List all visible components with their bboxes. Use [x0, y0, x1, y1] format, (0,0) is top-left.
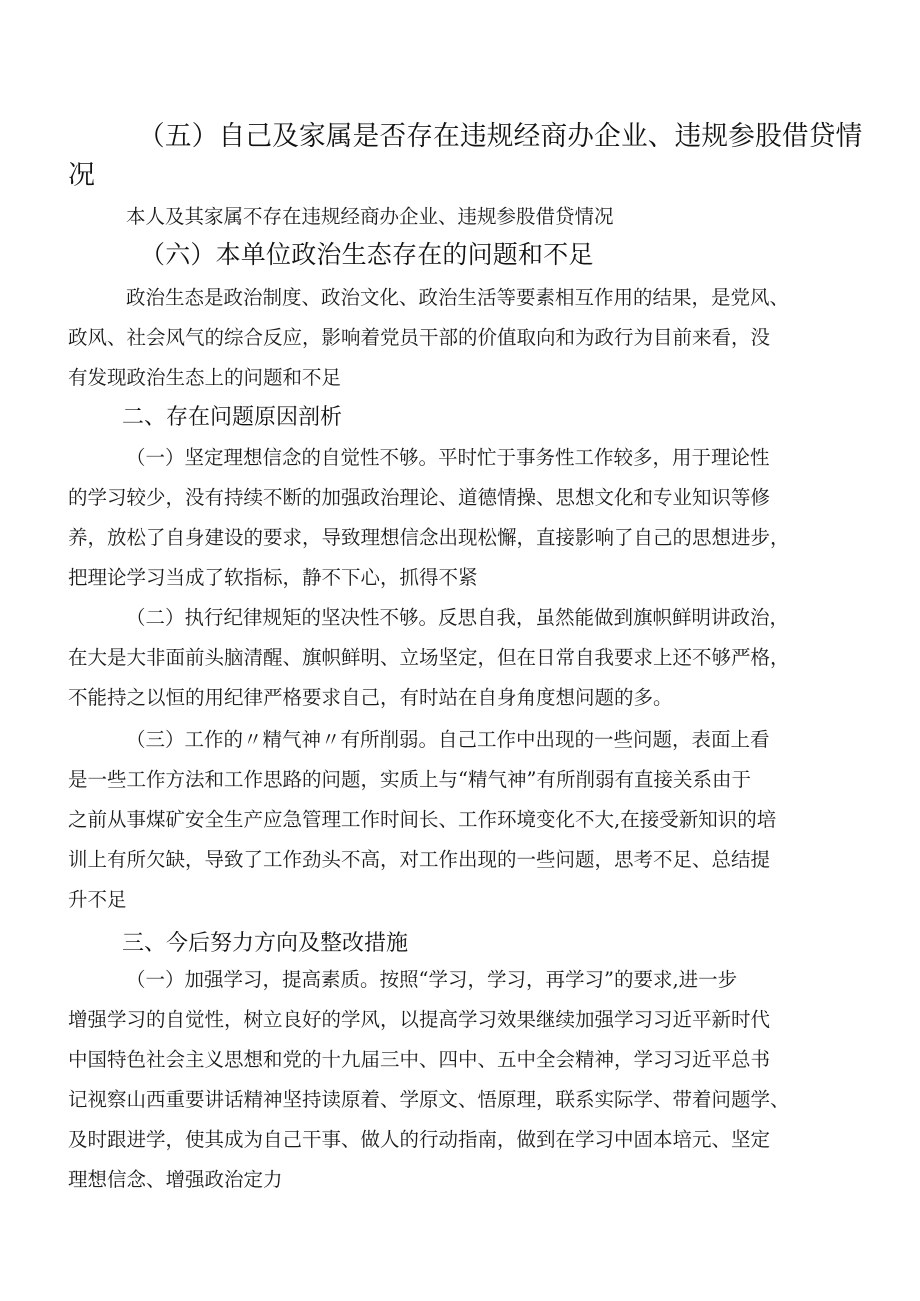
paragraph-line: （一）加强学习，提高素质。按照“学习，学习，再学习”的要求,进一步 — [126, 968, 738, 991]
paragraph-line: 中国特色社会主义思想和党的十九届三中、四中、五中全会精神，学习习近平总书 — [68, 1048, 771, 1071]
paragraph-line: 不能持之以恒的用纪律严格要求自己，有时站在自身角度想问题的多。 — [68, 686, 673, 709]
paragraph-line: 有发现政治生态上的问题和不足 — [68, 366, 342, 389]
heading-line: （六）本单位政治生态存在的问题和不足 — [140, 240, 594, 269]
paragraph-line: 养，放松了自身建设的要求，导致理想信念出现松懈，直接影响了自己的思想进步， — [68, 526, 790, 549]
paragraph-line: 之前从事煤矿安全生产应急管理工作时间长、工作环境变化不大,在接受新知识的培 — [68, 808, 777, 831]
paragraph-line: （三）工作的〃精气神〃有所削弱。自己工作中出现的一些问题，表面上看 — [126, 728, 770, 751]
heading-line: 二、存在问题原因剖析 — [122, 405, 343, 430]
paragraph-line: 在大是大非面前头脑清醒、旗帜鲜明、立场坚定，但在日常自我要求上还不够严格， — [68, 646, 790, 669]
paragraph-line: 记视察山西重要讲话精神坚持读原着、学原文、悟原理，联系实际学、带着问题学、 — [68, 1088, 790, 1111]
paragraph-line: 把理论学习当成了软指标，静不下心，抓得不紧 — [68, 566, 478, 589]
paragraph-line: 训上有所欠缺，导致了工作劲头不高，对工作出现的一些问题，思考不足、总结提 — [68, 848, 771, 871]
paragraph-line: 的学习较少，没有持续不断的加强政治理论、道德情操、思想文化和专业知识等修 — [68, 486, 771, 509]
paragraph-line: 升不足 — [68, 888, 127, 911]
paragraph-line: 增强学习的自觉性，树立良好的学风，以提高学习效果继续加强学习习近平新时代 — [68, 1008, 771, 1031]
paragraph-line: （一）坚定理想信念的自觉性不够。平时忙于事务性工作较多，用于理论性 — [126, 446, 770, 469]
paragraph-line: 及时跟进学，使其成为自己干事、做人的行动指南，做到在学习中固本培元、坚定 — [68, 1128, 771, 1151]
paragraph-line: 理想信念、增强政治定力 — [68, 1168, 283, 1191]
paragraph-line: 是一些工作方法和工作思路的问题，实质上与“精气神”有所削弱有直接关系由于 — [68, 768, 751, 791]
paragraph-line: 政治生态是政治制度、政治文化、政治生活等要素相互作用的结果，是党风、 — [126, 286, 790, 309]
heading-line: （五）自己及家属是否存在违规经商办企业、违规参股借贷情 — [138, 121, 863, 152]
paragraph-line: 本人及其家属不存在违规经商办企业、违规参股借贷情况 — [126, 205, 614, 228]
paragraph-line: （二）执行纪律规矩的坚决性不够。反思自我，虽然能做到旗帜鲜明讲政治， — [126, 606, 790, 629]
paragraph-line: 政风、社会风气的综合反应，影响着党员干部的价值取向和为政行为目前来看，没 — [68, 326, 771, 349]
heading-line: 况 — [68, 160, 96, 191]
heading-line: 三、今后努力方向及整改措施 — [122, 931, 409, 956]
